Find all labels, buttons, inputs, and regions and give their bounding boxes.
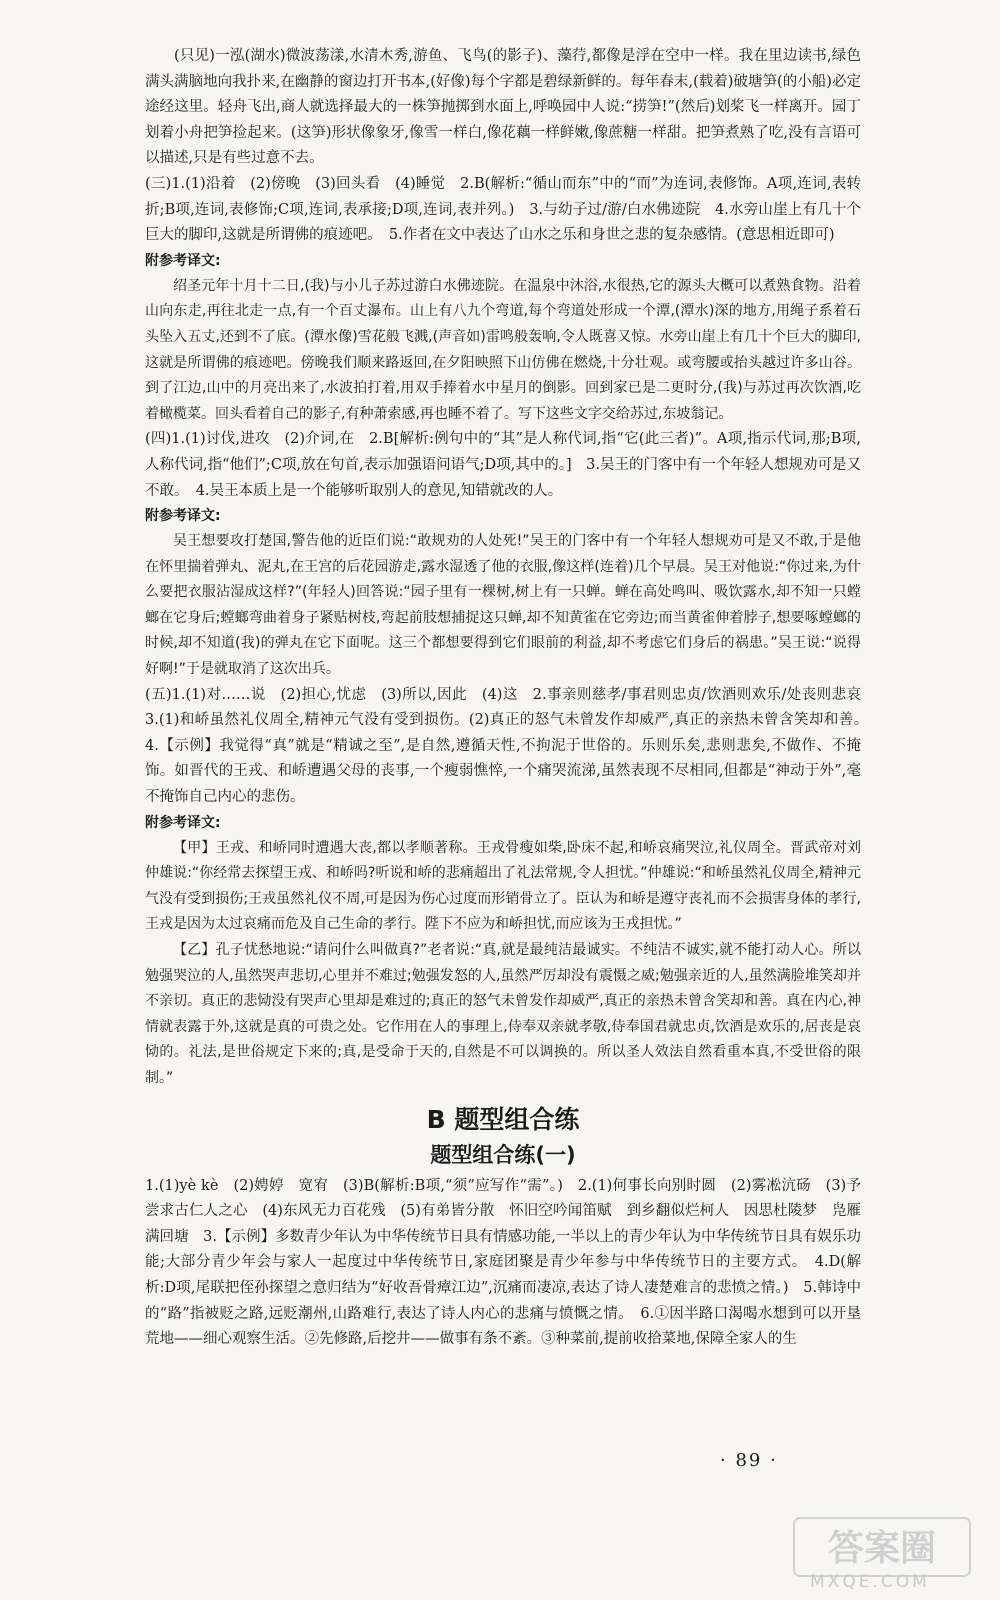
translation-section-5-a: 【甲】王戎、和峤同时遭遇大丧,都以孝顺著称。王戎骨瘦如柴,卧床不起,和峤哀痛哭泣,礼仪周全。晋武帝对刘仲雄说:“你经常去探望王戎、和峤吗?听说和峤的悲痛超出了礼法常规,令人担忧。”仲雄说:“和峤虽然礼仪周全,精神元气没有受到损伤;王戎虽然礼仪不周,可是因为伤心过度而形销骨立了。臣认为和峤是遵守丧礼而不会损害身体的孝行,王戎是因为太过哀痛而危及自己生命的孝行。陛下不应为和峤担忧,而应该为王戎担忧。” — [145, 839, 861, 933]
section-subheading: 题型组合练(一) — [430, 1142, 576, 1167]
section-heading: B 题型组合练 — [426, 1104, 580, 1134]
translation-paragraph: (只见)一泓(湖水)微波荡漾,水清木秀,游鱼、飞鸟(的影子)、藻荇,都像是浮在空中一样。我在里边读书,绿色满头满脑地向我扑来,在幽静的窗边打开书本,(好像)每个字都是碧绿新鲜的。每年春末,(载着)破塘笋(的小船)必定途经这里。轻舟飞出,商人就选择最大的一株笋抛掷到水面上,呼唤园中人说:“捞笋!”(然后)划桨飞一样离开。园丁划着小舟把笋捡起来。(这笋)形状像象牙,像雪一样白,像花藕一样鲜嫩,像蔗糖一样甜。把笋煮熟了吃,没有言语可以描述,只是有些过意不去。 — [145, 48, 861, 167]
answer-page — [145, 44, 876, 1353]
answers-section-5: (五)1.(1)对……说 (2)担心,忧虑 (3)所以,因此 (4)这 2.事亲则慈孝/事君则忠贞/饮酒则欢乐/处丧则悲哀 3.(1)和峤虽然礼仪周全,精神元气没有受到损伤。(2)真正的怒气未曾发作却威严,真正的亲热未曾含笑却和善。 4.【示例】我觉得“真”就是“精诚之至”,是自然,遵循天性,不拘泥于世俗的。乐则乐矣,悲则悲矣,不做作、不掩饰。如晋代的王戎、和峤遭遇父母的丧事,一个瘦弱憔悴,一个痛哭流涕,虽然表现不尽相同,但都是“神动于外”,毫不掩饰自己内心的悲伤。 — [145, 686, 876, 806]
answers-section-3: (三)1.(1)沿着 (2)傍晚 (3)回头看 (4)睡觉 2.B(解析:“循山而东”中的“而”为连词,表修饰。A项,连词,表转折;B项,连词,表修饰;C项,连词,表承接;D项,连词,表并列。) 3.与幼子过/游/白水佛迹院 4.水旁山崖上有几十个巨大的脚印,这就是所谓佛的痕迹吧。 5.作者在文中表达了山水之乐和身世之悲的复杂感情。(意思相近即可) — [145, 175, 861, 244]
watermark-logo-text: 答案圈 — [827, 1528, 937, 1569]
translation-label: 附参考译文: — [145, 814, 221, 831]
watermark-site: MXQE.COM — [810, 1572, 930, 1592]
translation-label: 附参考译文: — [145, 252, 221, 269]
translation-section-3: 绍圣元年十月十二日,(我)与小儿子苏过游白水佛迹院。在温泉中沐浴,水很热,它的源头大概可以煮熟食物。沿着山向东走,再往北走一点,有一个百丈瀑布。山上有八九个弯道,每个弯道处形成一个潭,(潭水)深的地方,用绳子系着石头坠入五丈,还到不了底。(潭水像)雪花般飞溅,(声音如)雷鸣般轰响,令人既喜又惊。水旁山崖上有几十个巨大的脚印,这就是所谓佛的痕迹吧。傍晚我们顺来路返回,在夕阳映照下山仿佛在燃烧,十分壮观。或弯腰或抬头越过许多山谷。到了江边,山中的月亮出来了,水波拍打着,用双手捧着水中星月的倒影。回到家已是二更时分,(我)与苏过再次饮酒,吃着橄榄菜。回头看着自己的影子,有种萧索感,再也睡不着了。写下这些文字交给苏过,东坡翁记。 — [145, 277, 862, 422]
page-number: · 89 · — [720, 1450, 778, 1471]
translation-section-4: 吴王想要攻打楚国,警告他的近臣们说:“敢规劝的人处死!”吴王的门客中有一个年轻人想规劝可是又不敢,于是他在怀里揣着弹丸、泥丸,在王宫的后花园游走,露水湿透了他的衣服,像这样(连着)几个早晨。吴王对他说:“你过来,为什么要把衣服沾湿成这样?”(年轻人)回答说:“园子里有一棵树,树上有一只蝉。蝉在高处鸣叫、吸饮露水,却不知一只螳螂在它身后;螳螂弯曲着身子紧贴树枝,弯起前肢想捕捉这只蝉,却不知黄雀在它旁边;而当黄雀伸着脖子,想要啄螳螂的时候,却不知道(我)的弹丸在它下面呢。这三个都想要得到它们眼前的利益,却不考虑它们身后的祸患。”吴王说:“说得好啊!”于是就取消了这次出兵。 — [145, 533, 861, 678]
answers-section-4: (四)1.(1)讨伐,进攻 (2)介词,在 2.B[解析:例句中的“其”是人称代词,指“它(此三者)”。A项,指示代词,那;B项,人称代词,指“他们”;C项,放在句首,表示加强语问语气;D项,其中的。] 3.吴王的门客中有一个年轻人想规劝可是又不敢。 4.吴王本质上是一个能够听取别人的意见,知错就改的人。 — [145, 431, 861, 499]
translation-section-5-b: 【乙】孔子忧愁地说:“请问什么叫做真?”老者说:“真,就是最纯洁最诚实。不纯洁不诚实,就不能打动人心。所以勉强哭泣的人,虽然哭声悲切,心里并不难过;勉强发怒的人,虽然严厉却没有震慑之威;勉强亲近的人,虽然满脸堆笑却并不亲切。真正的悲恸没有哭声心里却是难过的;真正的怒气未曾发作却威严,真正的亲热未曾含笑却和善。真在内心,神情就表露于外,这就是真的可贵之处。它作用在人的事理上,侍奉双亲就孝敬,侍奉国君就忠贞,饮酒是欢乐的,居丧是哀恸的。礼法,是世俗规定下来的;真,是受命于天的,自然是不可以调换的。所以圣人效法自然看重本真,不受世俗的限制。” — [145, 942, 861, 1086]
translation-label: 附参考译文: — [145, 508, 221, 525]
answers-combo-1: 1.(1)yè kè (2)娉婷 宽宥 (3)B(解析:B项,“须”应写作“需”。) 2.(1)何事长向别时圆 (2)雾凇沆砀 (3)予尝求古仁人之心 (4)东风无力百花残 (5)有弟皆分散 怀旧空吟闻笛赋 到乡翻似烂柯人 因思杜陵梦 凫雁满回塘 3.【示例】多数青少年认为中华传统节日具有情感功能,一半以上的青少年认为中华传统节日具有娱乐功能;大部分青少年会与家人一起度过中华传统节日,家庭团聚是青少年参与中华传统节日的主要方式。 4.D(解析:D项,尾联把侄孙探望之意归结为“好收吾骨瘴江边”,沉痛而凄凉,表达了诗人凄楚难言的悲愤之情。) 5.韩诗中的“路”指被贬之路,远贬潮州,山路难行,表达了诗人内心的悲痛与愤慨之情。 6.①因半路口渴喝水想到可以开垦荒地——细心观察生活。②先修路,后挖井——做事有条不紊。③种菜前,提前收拾菜地,保障全家人的生 — [145, 1177, 862, 1348]
